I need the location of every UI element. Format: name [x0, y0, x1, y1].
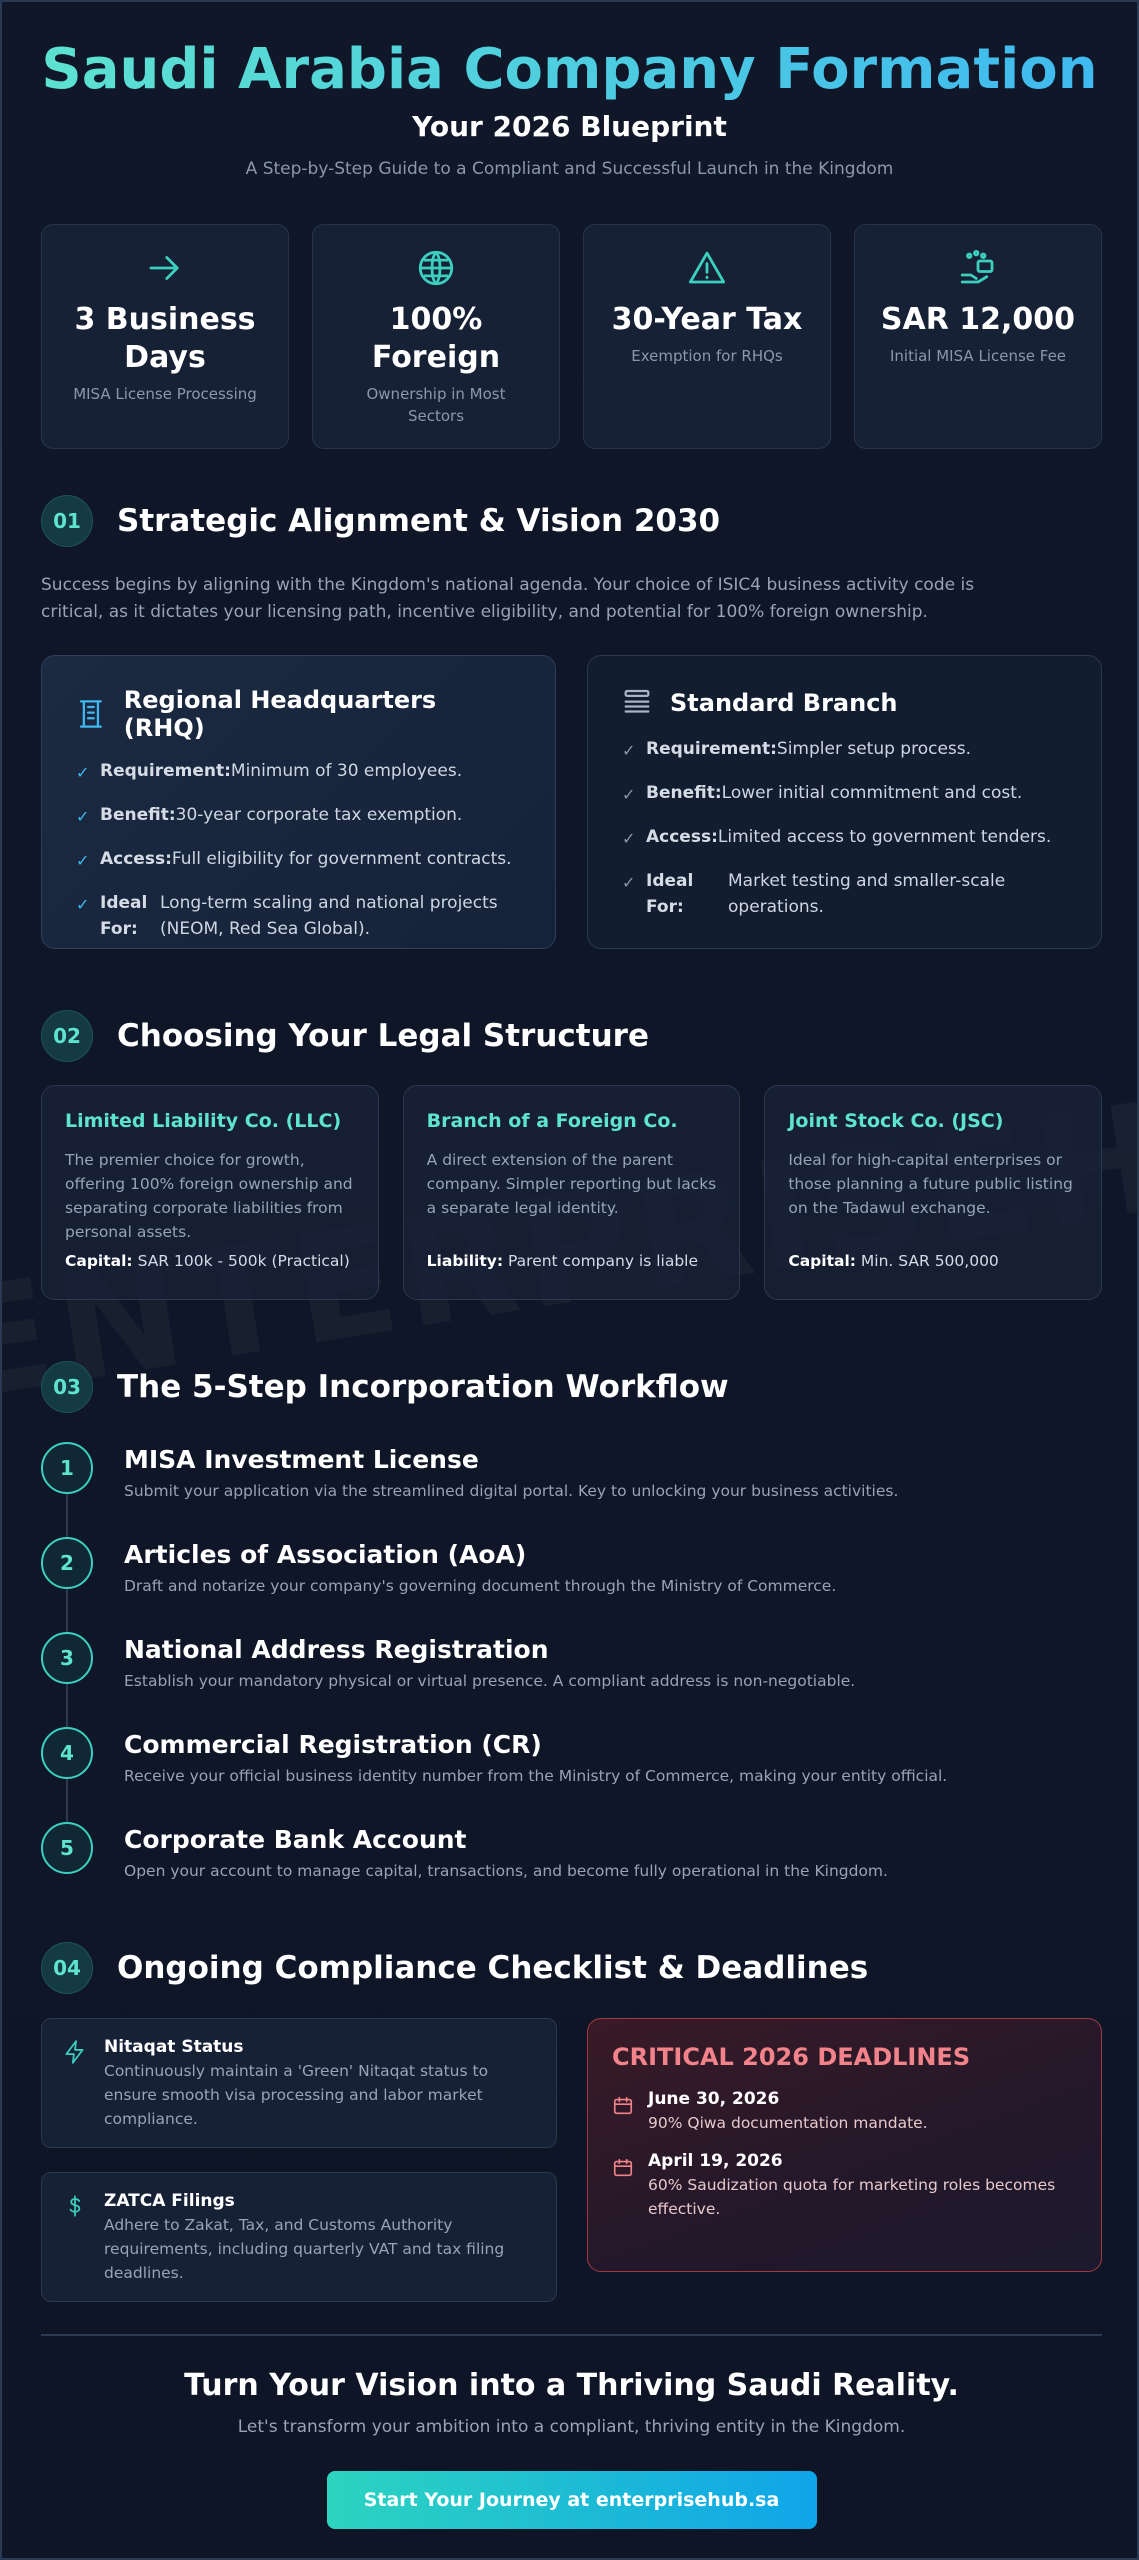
check-icon: ✓: [622, 873, 636, 892]
check-icon: ✓: [622, 785, 636, 804]
step-number: 4: [41, 1727, 93, 1779]
legal-desc: Ideal for high-capital enterprises or those planning a future public listing on the Tadawul exchange.: [788, 1151, 1073, 1217]
row-key: Requirement:: [646, 739, 777, 759]
stat-card: [312, 224, 560, 449]
legal-foot: [788, 1252, 1078, 1270]
row-key: Ideal For:: [100, 893, 148, 939]
section-title: The 5-Step Incorporation Workflow: [117, 1369, 729, 1405]
row-key: Access:: [646, 827, 718, 847]
path-card-branch: [587, 655, 1102, 949]
stat-card: [854, 224, 1102, 449]
step-number: 2: [41, 1537, 93, 1589]
section-intro: Success begins by aligning with the Kingdom's national agenda. Your choice of ISIC4 business activity code is critical, as it dictates your licensing path, incentive eligibility, and potential for 100% foreign ownership.: [41, 575, 975, 622]
section-number-badge: 04: [41, 1942, 93, 1994]
section-header: [41, 495, 720, 547]
workflow-steps: [41, 1442, 1102, 1917]
section-title: Choosing Your Legal Structure: [117, 1018, 649, 1054]
section-number-badge: 03: [41, 1361, 93, 1413]
row-value: Simpler setup process.: [776, 739, 972, 759]
workflow-step: [41, 1822, 1102, 1917]
deadline-date: April 19, 2026: [648, 2151, 783, 2171]
legal-title: Branch of a Foreign Co.: [426, 1110, 678, 1132]
step-desc: Draft and notarize your company's governing document through the Ministry of Commerce.: [124, 1577, 837, 1595]
step-desc: Submit your application via the streamlined digital portal. Key to unlocking your business activities.: [124, 1482, 899, 1500]
workflow-step: [41, 1632, 1102, 1727]
check-icon: ✓: [622, 829, 636, 848]
deadline-item: [612, 2089, 1077, 2135]
row-key: Access:: [100, 849, 172, 869]
foot-value: Parent company is liable: [508, 1252, 699, 1270]
money-hand-icon: [957, 247, 999, 289]
path-row: [620, 780, 1069, 808]
foot-key: Capital:: [65, 1252, 133, 1270]
check-icon: ✓: [76, 851, 90, 870]
legal-foot: [427, 1252, 717, 1270]
header: [2, 2, 1137, 179]
globe-icon: [415, 247, 457, 289]
row-key: Requirement:: [100, 761, 231, 781]
section-header: [41, 1010, 649, 1062]
foot-value: SAR 100k - 500k (Practical): [137, 1252, 350, 1270]
row-value: Full eligibility for government contracts.: [171, 849, 512, 869]
step-desc: Open your account to manage capital, transactions, and become fully operational in the Kingdom.: [124, 1862, 888, 1880]
foot-key: Capital:: [788, 1252, 856, 1270]
path-title: Regional Headquarters (RHQ): [123, 686, 437, 742]
step-connector: [66, 1589, 68, 1632]
deadline-desc: 90% Qiwa documentation mandate.: [648, 2114, 928, 2132]
page-title: Saudi Arabia Company Formation: [2, 32, 1137, 108]
step-desc: Establish your mandatory physical or virtual presence. A compliant address is non-negotiable.: [124, 1672, 856, 1690]
compliance-list: [41, 2018, 557, 2326]
stat-card: [41, 224, 289, 449]
compliance-desc: Adhere to Zakat, Tax, and Customs Authority requirements, including quarterly VAT and tax filing deadlines.: [104, 2216, 505, 2282]
row-value: Market testing and smaller-scale operations.: [728, 871, 1006, 917]
step-title: Corporate Bank Account: [124, 1825, 467, 1854]
section-title: Strategic Alignment & Vision 2030: [117, 503, 721, 539]
stat-value: 3 Business Days: [74, 302, 256, 375]
step-number: 5: [41, 1822, 93, 1874]
row-key: Benefit:: [646, 783, 722, 803]
legal-card-llc: [41, 1085, 379, 1300]
workflow-step: [41, 1727, 1102, 1822]
workflow-step: [41, 1537, 1102, 1632]
legal-desc: The premier choice for growth, offering 100% foreign ownership and separating corporate liabilities from personal assets.: [65, 1151, 353, 1241]
row-value: Limited access to government tenders.: [717, 827, 1052, 847]
row-value: Minimum of 30 employees.: [230, 761, 463, 781]
calendar-icon: [612, 2095, 634, 2117]
legal-card-jsc: [764, 1085, 1102, 1300]
path-title: Standard Branch: [670, 689, 898, 717]
workflow-step: [41, 1442, 1102, 1537]
compliance-item: [41, 2172, 557, 2302]
legal-title: Joint Stock Co. (JSC): [788, 1110, 1004, 1132]
deadline-item: [612, 2151, 1077, 2221]
path-row: [74, 890, 523, 942]
step-title: Commercial Registration (CR): [124, 1730, 542, 1759]
section-header: [41, 1942, 868, 1994]
start-journey-button[interactable]: Start Your Journey at enterprisehub.sa: [327, 2471, 817, 2529]
check-icon: ✓: [76, 895, 90, 914]
path-row: [620, 824, 1069, 852]
arrow-right-icon: [144, 247, 186, 289]
step-number: 1: [41, 1442, 93, 1494]
check-icon: ✓: [76, 807, 90, 826]
compliance-desc: Continuously maintain a 'Green' Nitaqat status to ensure smooth visa processing and labor market compliance.: [104, 2062, 489, 2128]
legal-desc: A direct extension of the parent company. Simpler reporting but lacks a separate legal identity.: [426, 1151, 717, 1217]
path-row: [620, 868, 1069, 920]
legal-card-branch: [403, 1085, 741, 1300]
section-number-badge: 01: [41, 495, 93, 547]
compliance-title: ZATCA Filings: [104, 2191, 235, 2211]
building-icon: [74, 697, 108, 731]
step-desc: Receive your official business identity number from the Ministry of Commerce, making your entity official.: [124, 1767, 948, 1785]
stat-value: SAR 12,000: [880, 302, 1076, 337]
row-key: Benefit:: [100, 805, 176, 825]
footer: [2, 2368, 1139, 2529]
lightning-icon: [62, 2039, 88, 2065]
foot-key: Liability:: [426, 1252, 504, 1270]
page-tagline: A Step-by-Step Guide to a Compliant and Successful Launch in the Kingdom: [245, 159, 894, 179]
deadline-date: June 30, 2026: [648, 2089, 780, 2109]
step-number: 3: [41, 1632, 93, 1684]
page-subtitle: Your 2026 Blueprint: [412, 110, 727, 143]
row-value: Lower initial commitment and cost.: [721, 783, 1023, 803]
legal-foot: [65, 1252, 355, 1270]
path-row: [74, 846, 523, 874]
section-title: Ongoing Compliance Checklist & Deadlines: [117, 1950, 869, 1986]
step-connector: [66, 1494, 68, 1537]
step-title: National Address Registration: [124, 1635, 549, 1664]
stat-label: Ownership in Most Sectors: [366, 385, 506, 425]
warning-icon: [686, 247, 728, 289]
divider: [41, 2334, 1102, 2336]
row-value: 30-year corporate tax exemption.: [175, 805, 463, 825]
path-row: [74, 758, 523, 786]
stat-card: [583, 224, 831, 449]
entity-paths: [41, 655, 1102, 949]
check-icon: ✓: [622, 741, 636, 760]
check-icon: ✓: [76, 763, 90, 782]
step-connector: [66, 1779, 68, 1822]
legal-title: Limited Liability Co. (LLC): [65, 1110, 342, 1132]
cta-subtitle: Let's transform your ambition into a compliant, thriving entity in the Kingdom.: [237, 2417, 906, 2437]
section-header: [41, 1361, 729, 1413]
step-title: MISA Investment License: [124, 1445, 479, 1474]
stat-label: Exemption for RHQs: [631, 347, 783, 365]
dollar-icon: [62, 2193, 88, 2219]
row-key: Ideal For:: [646, 871, 694, 917]
foot-value: Min. SAR 500,000: [860, 1252, 999, 1270]
deadlines-title: CRITICAL 2026 DEADLINES: [612, 2043, 971, 2071]
cta-title: Turn Your Vision into a Thriving Saudi Reality.: [184, 2368, 959, 2403]
stat-value: 30-Year Tax: [611, 302, 803, 337]
section-number-badge: 02: [41, 1010, 93, 1062]
compliance-item: [41, 2018, 557, 2148]
path-card-rhq: [41, 655, 556, 949]
critical-deadlines: [587, 2018, 1102, 2272]
stat-value: 100% Foreign: [371, 302, 501, 375]
stat-label: Initial MISA License Fee: [889, 347, 1067, 365]
step-connector: [66, 1684, 68, 1727]
stats-row: [41, 224, 1102, 449]
deadline-desc: 60% Saudization quota for marketing roles becomes effective.: [648, 2176, 1056, 2218]
stack-icon: [620, 686, 654, 720]
legal-structures: [41, 1085, 1102, 1300]
row-value: Long-term scaling and national projects (NEOM, Red Sea Global).: [160, 893, 498, 939]
calendar-icon: [612, 2157, 634, 2179]
path-row: [620, 736, 1069, 764]
compliance-title: Nitaqat Status: [104, 2037, 244, 2057]
stat-label: MISA License Processing: [73, 385, 257, 403]
path-row: [74, 802, 523, 830]
step-title: Articles of Association (AoA): [124, 1540, 527, 1569]
